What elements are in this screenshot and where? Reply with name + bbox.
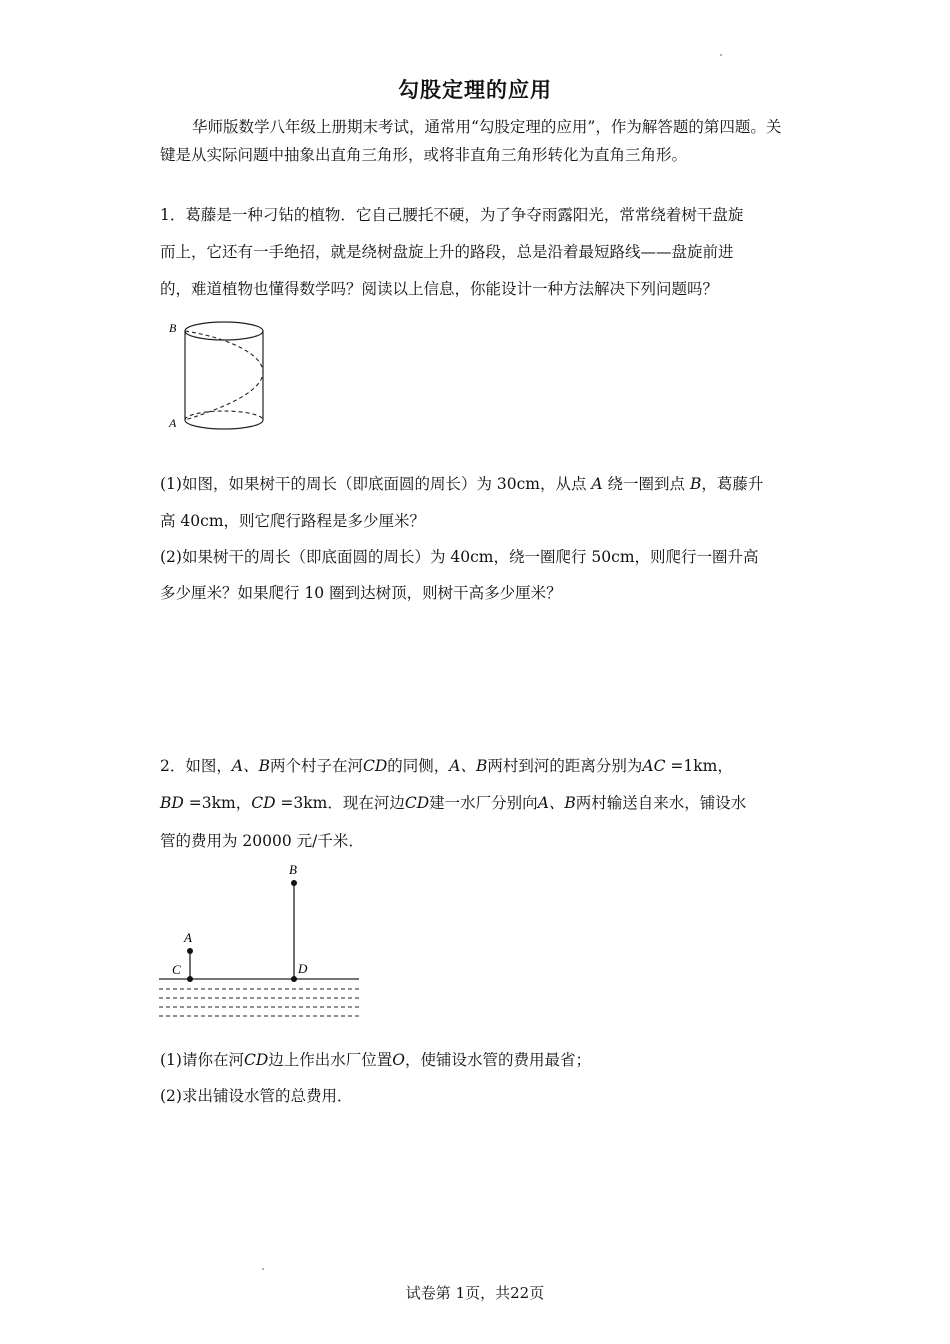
q1-text-b: 绕一圈到点: [602, 475, 690, 493]
point-d: [291, 976, 297, 982]
point-a: [187, 948, 193, 954]
problem2-line-3: 管的费用为 20000 元/千米．: [160, 832, 364, 850]
p2-cd: CD: [251, 794, 276, 812]
p2-text-a: 2．如图，: [160, 757, 232, 775]
p2-ac: AC: [642, 757, 666, 775]
problem1-q1-line-1: [160, 474, 763, 494]
cylinder-label-b: B: [169, 321, 177, 335]
p2-bd: BD: [160, 794, 184, 812]
p2-points-ab: A、B: [537, 794, 576, 812]
p2-ac-value: =1km，: [665, 757, 733, 775]
p2-text-build: 建一水厂分别向: [429, 794, 538, 812]
problem1-q1-line-2: 高 40cm，则它爬行路程是多少厘米？: [160, 512, 426, 530]
p2-text-d: 两村到河的距离分别为: [487, 757, 643, 775]
p2-bd-value: =3km，: [183, 794, 252, 812]
intro-paragraph: [160, 113, 790, 169]
cylinder-bottom-back: [185, 411, 263, 420]
p2-river-cd: CD: [404, 794, 430, 812]
q1-point-a: A: [591, 475, 603, 493]
problem2-line-2: [160, 793, 746, 813]
p2-text-supply: 两村输送自来水，铺设水: [575, 794, 747, 812]
problem2-q2: (2)求出铺设水管的总费用．: [160, 1087, 353, 1105]
problem1-line-2: 而上，它还有一手绝招，就是绕树盘旋上升的路段，总是沿着最短路线——盘旋前进: [160, 243, 734, 261]
q1-text-c: ，葛藤升: [701, 475, 764, 493]
label-d: D: [298, 961, 308, 976]
scan-dot: [720, 54, 722, 56]
p2-q1-text-a: (1)请你在河: [160, 1051, 244, 1069]
point-b: [291, 880, 297, 886]
page-title: 勾股定理的应用: [398, 78, 552, 102]
p2-q1-cd: CD: [243, 1051, 269, 1069]
page-footer: 试卷第 1页，共22页: [405, 1284, 545, 1302]
label-c: C: [172, 962, 181, 977]
river-figure: [155, 858, 365, 1024]
problem1-q2-line-2: 多少厘米？如果爬行 10 圈到达树顶，则树干高多少厘米？: [160, 584, 562, 602]
cylinder-label-a: A: [169, 416, 177, 430]
p2-q1-text-c: ，使铺设水管的费用最省；: [405, 1051, 592, 1069]
q1-point-b: B: [689, 475, 702, 493]
cylinder-figure: [160, 310, 280, 440]
label-b: B: [289, 862, 297, 877]
problem1-line-1: 1．葛藤是一种刁钻的植物．它自己腰托不硬，为了争夺雨露阳光，常常绕着树干盘旋: [160, 206, 744, 224]
p2-q1-text-b: 边上作出水厂位置: [268, 1051, 393, 1069]
vine-path-dashed: [185, 331, 263, 420]
q1-text-a: (1)如图，如果树干的周长（即底面圆的周长）为 30cm，从点: [160, 475, 592, 493]
cylinder-top-ellipse: [185, 322, 263, 340]
scan-dot: [262, 1268, 264, 1270]
point-c: [187, 976, 193, 982]
problem2-q1: [160, 1050, 591, 1070]
problem1-q2-line-1: (2)如果树干的周长（即底面圆的周长）为 40cm，绕一圈爬行 50cm，则爬行一圈升高: [160, 548, 759, 566]
p2-text-c: 的同侧，: [387, 757, 450, 775]
intro-text: 华师版数学八年级上册期末考试，通常用“勾股定理的应用”，作为解答题的第四题。关键是从实际问题中抽象出直角三角形，或将非直角三角形转化为直角三角形。: [160, 118, 782, 164]
p2-text-b: 两个村子在河: [269, 757, 363, 775]
cylinder-bottom-front: [185, 420, 263, 429]
problem1-line-3: 的，难道植物也懂得数学吗？阅读以上信息，你能设计一种方法解决下列问题吗？: [160, 280, 719, 298]
p2-q1-point-o: O: [392, 1051, 405, 1069]
label-a: A: [184, 930, 192, 945]
problem2-line-1: [160, 756, 733, 776]
p2-points-ab: A、B: [449, 757, 488, 775]
p2-cd-value: =3km．现在河边: [275, 794, 405, 812]
p2-river-cd: CD: [362, 757, 388, 775]
p2-points-ab: A、B: [231, 757, 270, 775]
